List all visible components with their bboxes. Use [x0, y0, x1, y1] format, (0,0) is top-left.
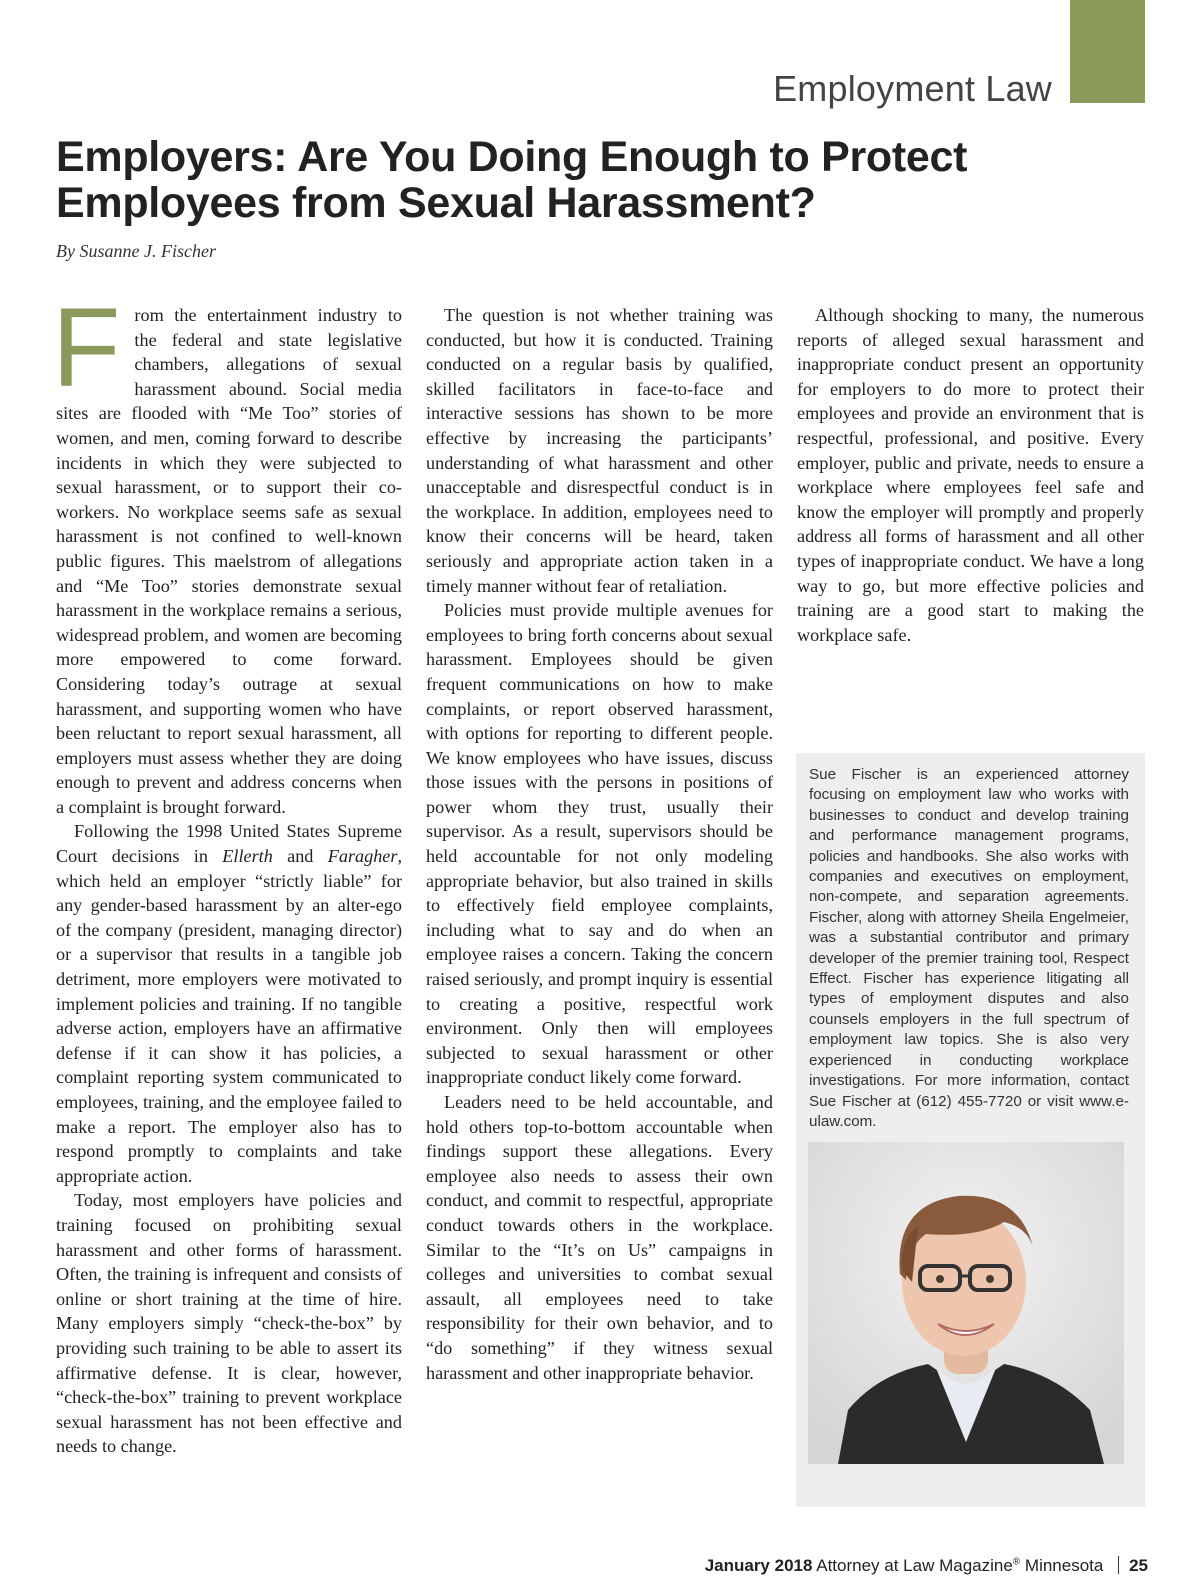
- author-portrait-illustration: [808, 1142, 1124, 1464]
- section-accent-block: [1070, 0, 1145, 103]
- article-paragraph-6: Leaders need to be held accountable, and hold others top-to-bottom accountable when findings support these allegations. Every employee also needs to assess their own conduct, and commit to respectful, appropriate conduct towards others in the workplace. Similar to the “It’s on Us” campaigns in colleges and universities to combat sexual assault, all employees need to take responsibility for their own behavior, and to “do something” if they witness sexual harassment and other inappropriate behavior.: [426, 1092, 773, 1383]
- article-title-line-2: Employees from Sexual Harassment?: [56, 179, 816, 227]
- page-number: 25: [1129, 1556, 1148, 1575]
- footer-divider: [1118, 1556, 1119, 1574]
- footer-issue-date: January 2018: [704, 1556, 813, 1575]
- drop-cap: F: [52, 285, 121, 410]
- article-paragraph-4: The question is not whether training was conducted, but how it is conducted. Training conducted on a regular basis by qualified, skilled facilitators in face-to-face and interactive sessions has shown to be more effective by increasing the participants’ understanding of what harassment and other unacceptable and disrespectful conduct is in the workplace. In addition, employees need to know their concerns will be heard, taken seriously and appropriate action taken in a timely manner without fear of retaliation.: [426, 305, 773, 596]
- article-title: [56, 134, 1056, 226]
- article-paragraph-2: Following the 1998 United States Supreme Court decisions in Ellerth and Faragher, which held an employer “strictly liable” for any gender-based harassment by an alter-ego of the company (president, managing director) or a supervisor that results in a tangible job detriment, more employers were motivated to implement policies and training. If no tangible adverse action, employers have an affirmative defense if it can show it has policies, a complaint reporting system communicated to employees, training, and the employee failed to make a report. The employer also has to respond promptly to complaints and take appropriate action.: [56, 821, 402, 1186]
- article-column-3: [797, 303, 1144, 647]
- article-paragraph-1: From the entertainment industry to the federal and state legislative chambers, allegations of sexual harassment abound. Social media sites are flooded with “Me Too” stories of women, and men, coming forward to describe incidents in which they were subjected to sexual harassment, or to support their co-workers. No workplace seems safe as sexual harassment is not confined to well-known public figures. This maelstrom of allegations and “Me Too” stories demonstrate sexual harassment in the workplace remains a serious, widespread problem, and women are becoming more empowered to come forward. Considering today’s outrage at sexual harassment, and supporting women who have been reluctant to report sexual harassment, all employers must assess whether they are doing enough to prevent and address concerns when a complaint is brought forward.: [52, 285, 402, 817]
- author-bio-box: [796, 753, 1145, 1507]
- article-paragraph-5: Policies must provide multiple avenues for employees to bring forth concerns about sexual harassment. Employees should be given frequent communications on how to make complaints, or report observed harassment, with options for reporting to different people. We know employees who have issues, discuss those issues with the persons in positions of power whom they trust, usually their supervisor. As a result, supervisors should be held accountable for not only modeling appropriate behavior, but also trained in skills to effectively field employee complaints, including what to say and do when an employee raises a concern. Taking the concern raised seriously, and prompt inquiry is essential to creating a positive, respectful work environment. Only then will employees subjected to sexual harassment or other inappropriate conduct likely come forward.: [426, 600, 773, 1088]
- article-paragraph-3: Today, most employers have policies and training focused on prohibiting sexual harassment and other forms of harassment. Often, the training is infrequent and consists of online or short training at the time of hire. Many employers simply “check-the-box” by providing such training to be able to assert its affirmative defense. It is clear, however, “check-the-box” training to prevent workplace sexual harassment has not been effective and needs to change.: [56, 1190, 402, 1457]
- author-bio: Sue Fischer is an experienced attorney focusing on employment law who works with businesses to conduct and develop training and performance management programs, policies and handbooks. She also works with companies and executives on employment, non-compete, and separation agreements. Fischer, along with attorney Sheila Engelmeier, was a substantial contributor and primary developer of the premier training tool, Respect Effect. Fischer has experience litigating all types of employment disputes and also counsels employers in the full spectrum of employment law topics. She is also very experienced in conducting workplace investigations. For more information, contact Sue Fischer at (612) 455-7720 or visit www.e-ulaw.com.: [809, 766, 1129, 1130]
- case-name-ellerth: Ellerth: [222, 846, 273, 867]
- byline: By Susanne J. Fischer: [56, 241, 216, 261]
- footer-edition: Minnesota: [1024, 1556, 1104, 1575]
- footer-magazine-name: Attorney at Law Magazine®: [816, 1556, 1021, 1575]
- article-title-line-1: Employers: Are You Doing Enough to Protect: [56, 133, 968, 181]
- section-label: Employment Law: [773, 68, 1052, 109]
- article-column-1: [52, 285, 402, 1459]
- case-name-faragher: Faragher: [327, 846, 398, 867]
- author-photo: [808, 1142, 1124, 1464]
- page-footer: [705, 1556, 1148, 1576]
- article-paragraph-7: Although shocking to many, the numerous reports of alleged sexual harassment and inappropriate conduct present an opportunity for employers to do more to protect their employees and provide an environment that is respectful, professional, and positive. Every employer, public and private, needs to ensure a workplace where employees feel safe and know the employer will promptly and properly address all forms of harassment and all other types of inappropriate conduct. We have a long way to go, but more effective policies and training are a good start to making the workplace safe.: [797, 305, 1144, 645]
- article-column-2: [426, 303, 773, 1385]
- registered-mark: ®: [1012, 1556, 1021, 1568]
